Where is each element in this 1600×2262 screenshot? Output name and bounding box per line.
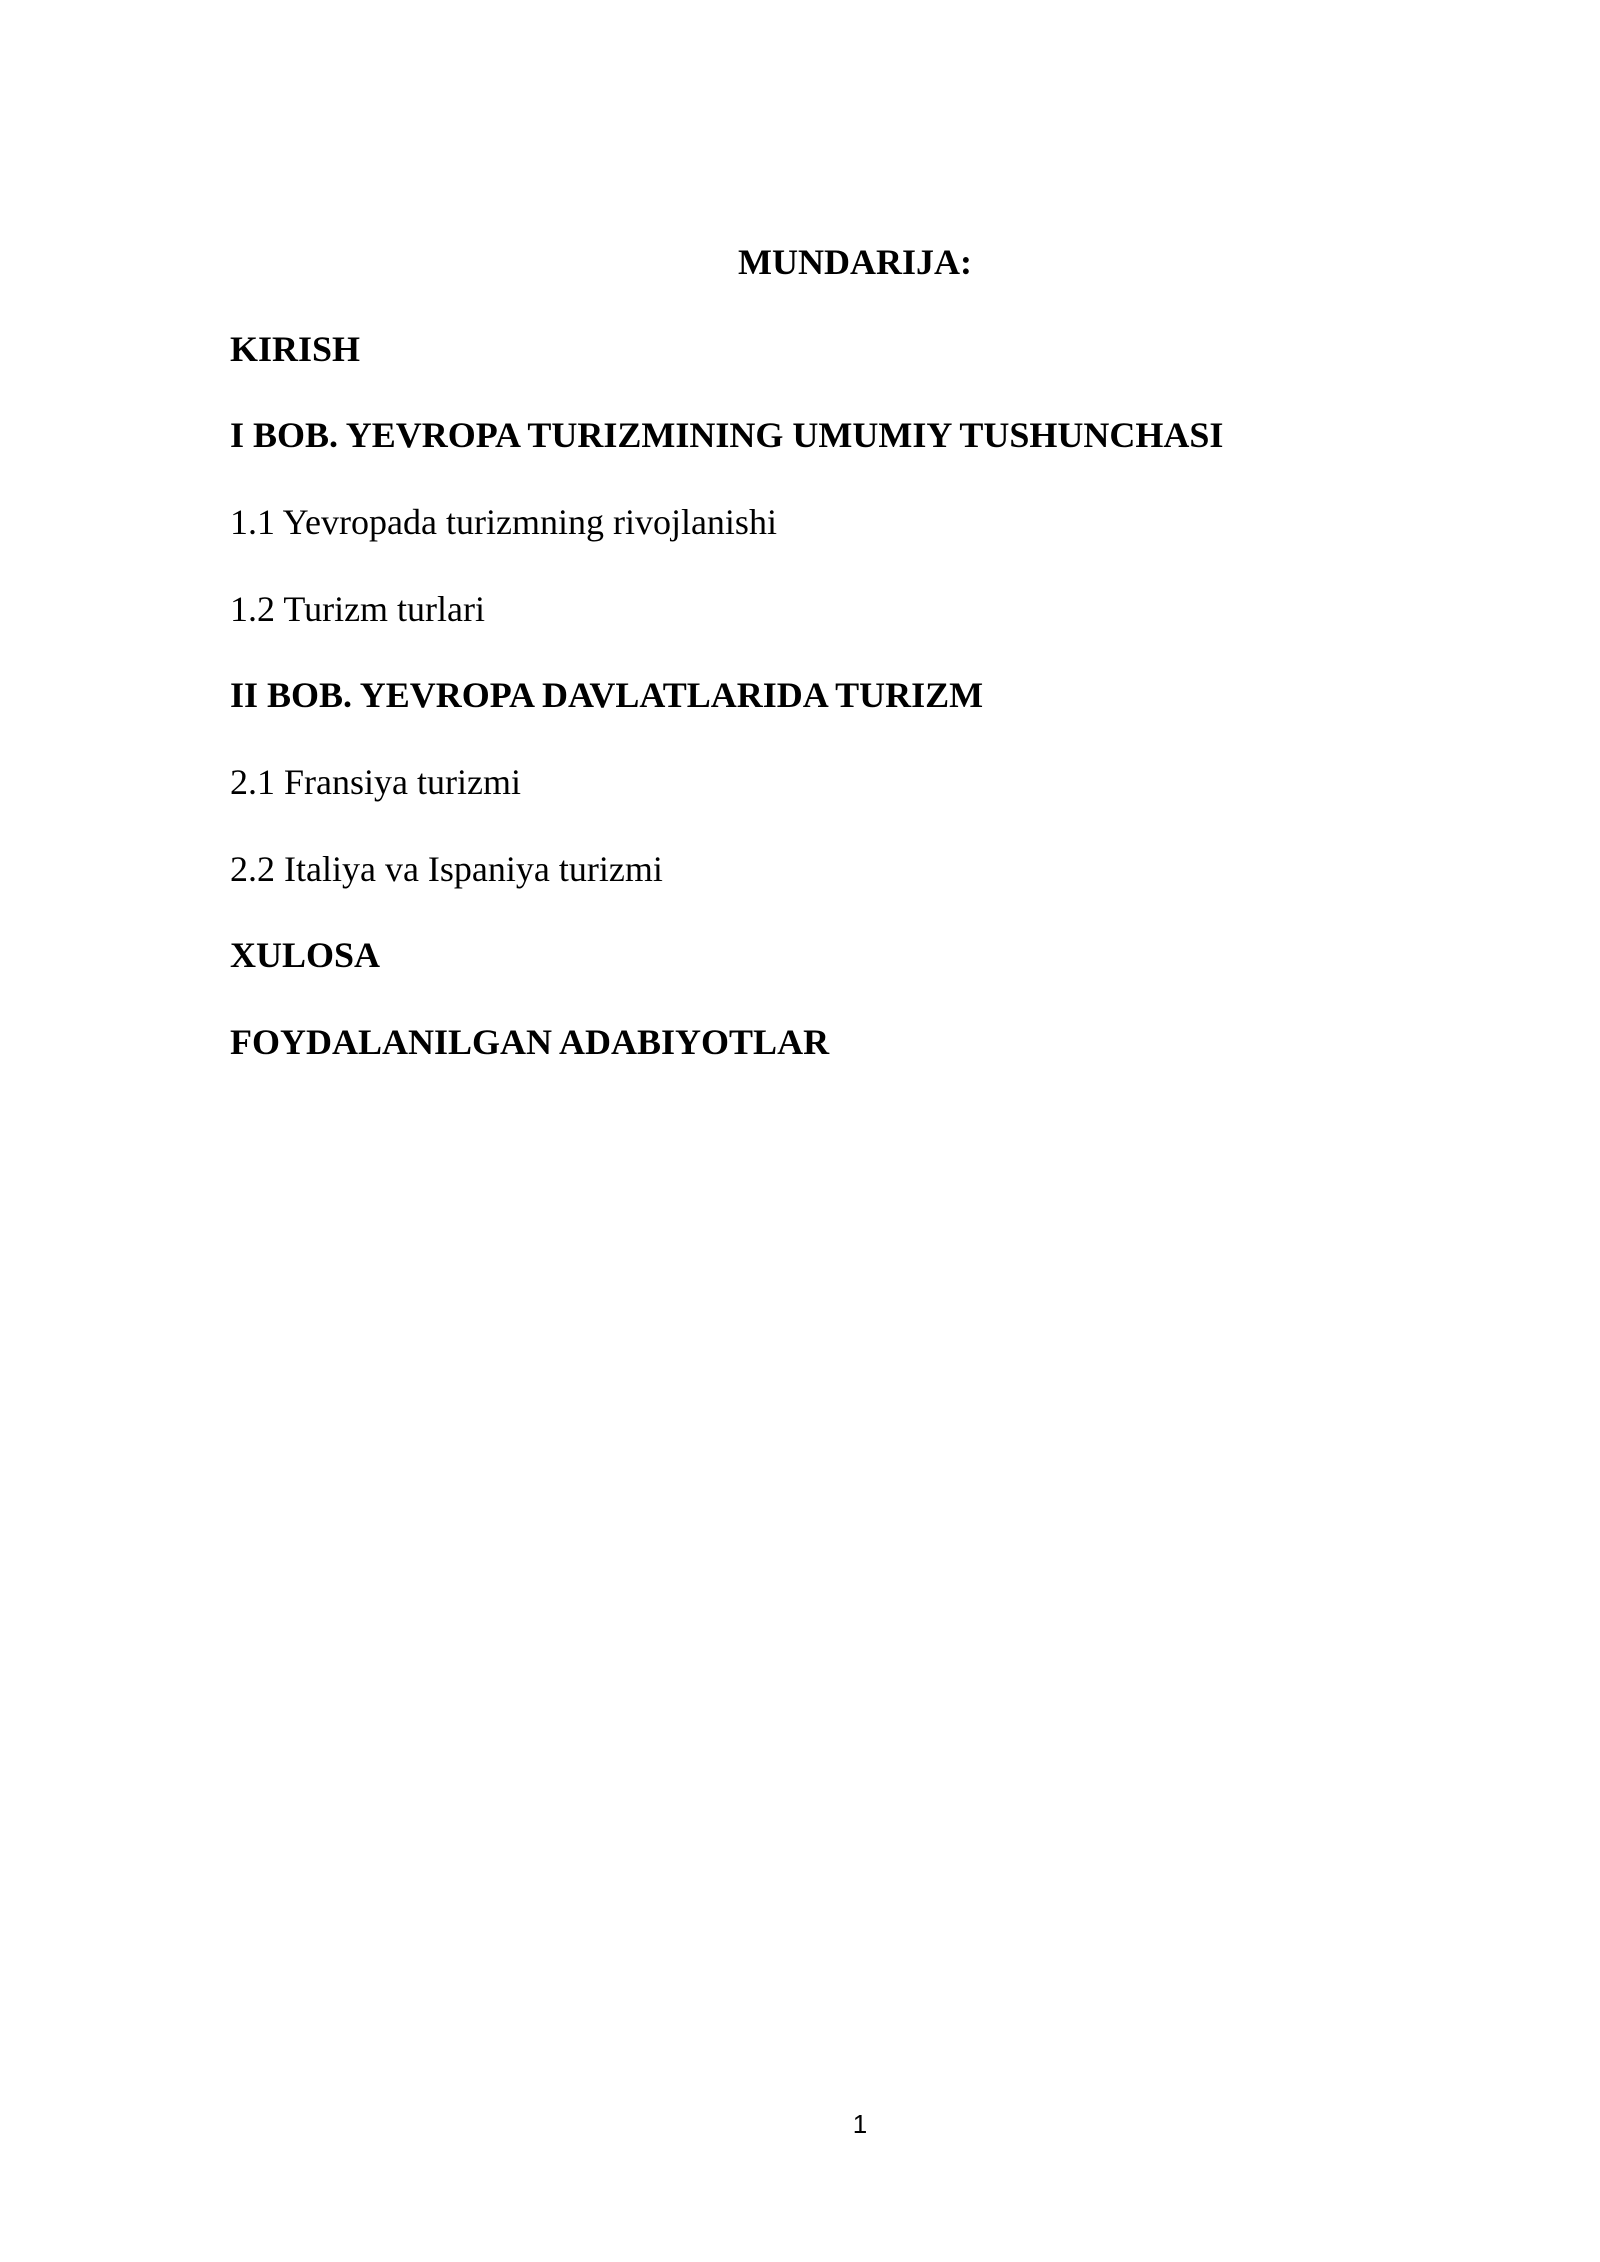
toc-entry-section-1-2: 1.2 Turizm turlari [230, 589, 486, 629]
page-number: 1 [852, 2109, 868, 2139]
toc-entry-section-2-1: 2.1 Fransiya turizmi [230, 762, 521, 802]
toc-entry-conclusion: XULOSA [230, 935, 381, 975]
toc-entry-section-2-2: 2.2 Italiya va Ispaniya turizmi [230, 849, 663, 889]
toc-entry-chapter-2: II BOB. YEVROPA DAVLATLARIDA TURIZM [230, 675, 984, 715]
toc-entry-chapter-1: I BOB. YEVROPA TURIZMINING UMUMIY TUSHUNCHASI [230, 415, 1224, 455]
toc-entry-section-1-1: 1.1 Yevropada turizmning rivojlanishi [230, 502, 777, 542]
toc-entry-introduction: KIRISH [230, 329, 361, 369]
toc-entry-references: FOYDALANILGAN ADABIYOTLAR [230, 1022, 830, 1062]
toc-heading: MUNDARIJA: [738, 242, 972, 282]
